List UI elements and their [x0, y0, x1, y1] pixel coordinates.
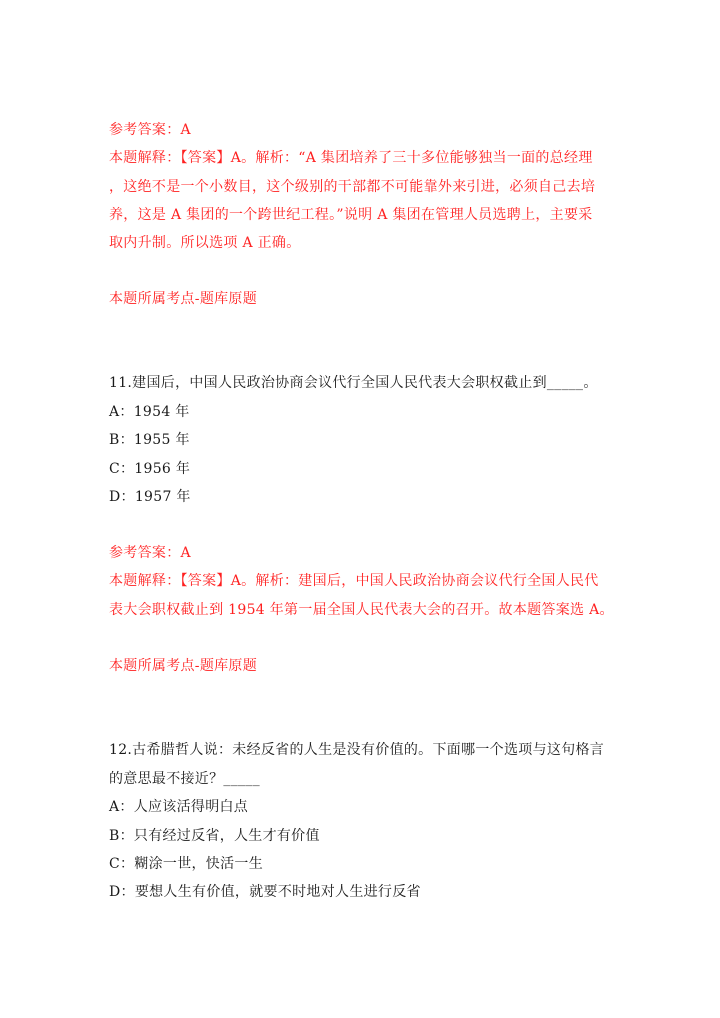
question-stem: 12.古希腊哲人说：未经反省的人生是没有价值的。下面哪一个选项与这句格言: [109, 742, 605, 758]
source-note: 本题所属考点-题库原题: [109, 658, 258, 674]
option-b: B：1955 年: [109, 432, 190, 448]
question-stem-cont: 的意思最不接近？_____: [109, 771, 260, 787]
explanation-line: ，这绝不是一个小数目，这个级别的干部都不可能靠外来引进，必须自己去培: [109, 179, 596, 195]
answer-label: 参考答案：A: [109, 122, 191, 138]
source-note: 本题所属考点-题库原题: [109, 291, 258, 307]
option-d: D：要想人生有价值，就要不时地对人生进行反省: [109, 884, 421, 900]
explanation-line: 养，这是 A 集团的一个跨世纪工程。”说明 A 集团在管理人员选聘上，主要采: [109, 207, 593, 223]
explanation-line: 取内升制。所以选项 A 正确。: [109, 235, 301, 251]
explanation-line: 本题解释：【答案】A。解析：“A 集团培养了三十多位能够独当一面的总经理: [109, 150, 593, 166]
explanation-line: 表大会职权截止到 1954 年第一届全国人民代表大会的召开。故本题答案选 A。: [109, 602, 614, 618]
explanation-line: 本题解释：【答案】A。解析：建国后，中国人民政治协商会议代行全国人民代: [109, 573, 599, 589]
option-c: C：1956 年: [109, 461, 191, 477]
answer-label: 参考答案：A: [109, 545, 191, 561]
option-d: D：1957 年: [109, 489, 191, 505]
question-stem: 11.建国后，中国人民政治协商会议代行全国人民代表大会职权截止到_____。: [109, 375, 598, 391]
option-a: A：人应该活得明白点: [109, 799, 249, 815]
option-a: A：1954 年: [109, 404, 190, 420]
option-b: B：只有经过反省，人生才有价值: [109, 828, 320, 844]
option-c: C：糊涂一世，快活一生: [109, 856, 264, 872]
